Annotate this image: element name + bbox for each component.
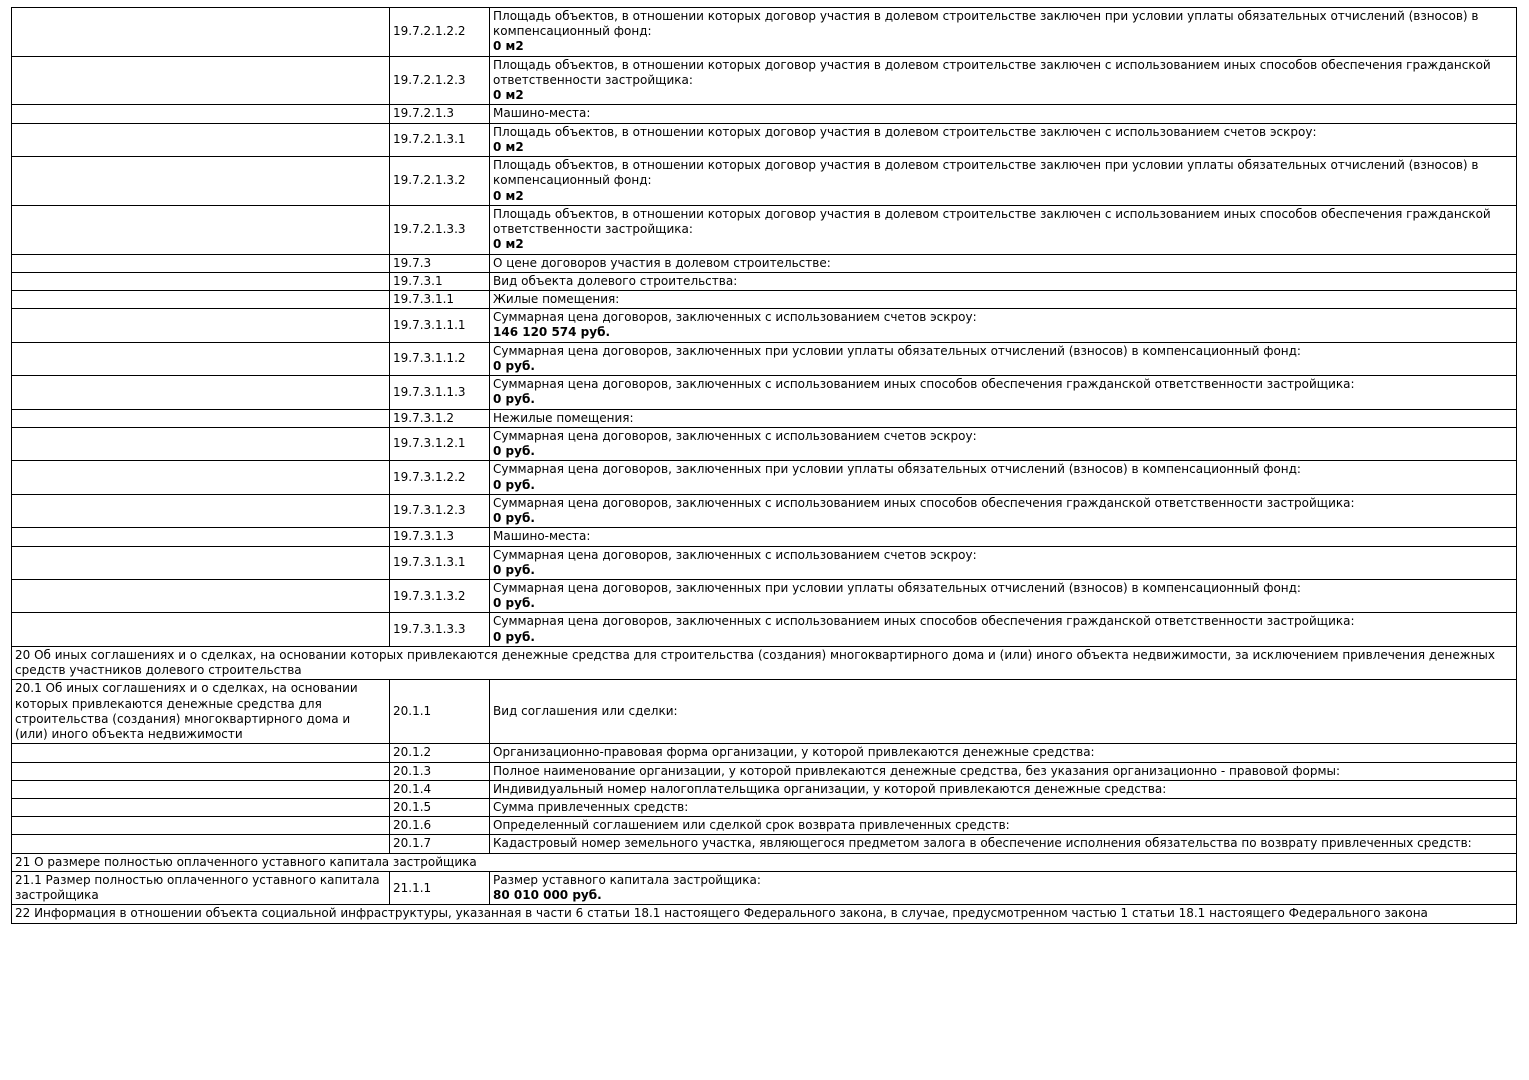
item-desc-text: Площадь объектов, в отношении которых договор участия в долевом строительстве заключен при условии уплаты обязательных отчислений (взносов) в компенсационный фонд: [493, 9, 1479, 39]
table-row [12, 835, 1517, 853]
item-desc-cell [490, 254, 1517, 272]
table-row [12, 123, 1517, 156]
section-header-cell: 21 О размере полностью оплаченного уставного капитала застройщика [12, 853, 1517, 871]
item-desc-text: Индивидуальный номер налогоплательщика организации, у которой привлекаются денежные средства: [493, 781, 1167, 796]
item-desc-text: Нежилые помещения: [493, 410, 634, 425]
section-row [12, 646, 1517, 679]
item-desc-text: Площадь объектов, в отношении которых договор участия в долевом строительстве заключен с использованием иных способов обеспечения гражданской ответственности застройщика: [493, 57, 1491, 87]
table-row [12, 780, 1517, 798]
item-desc-text: Суммарная цена договоров, заключенных с использованием иных способов обеспечения гражданской ответственности застройщика: [493, 495, 1355, 510]
table-row [12, 409, 1517, 427]
group-label-cell [12, 494, 390, 527]
group-label-cell [12, 409, 390, 427]
item-desc-cell [490, 409, 1517, 427]
item-desc-text: Суммарная цена договоров, заключенных при условии уплаты обязательных отчислений (взносов) в компенсационный фонд: [493, 343, 1301, 358]
item-desc-cell [490, 744, 1517, 762]
group-label-cell [12, 579, 390, 612]
item-desc-text: Площадь объектов, в отношении которых договор участия в долевом строительстве заключен при условии уплаты обязательных отчислений (взносов) в компенсационный фонд: [493, 158, 1479, 188]
table-row [12, 290, 1517, 308]
item-desc-cell [490, 579, 1517, 612]
item-desc-text: Жилые помещения: [493, 291, 620, 306]
item-code-cell: 20.1.7 [390, 835, 490, 853]
section-row [12, 905, 1517, 923]
item-desc-cell [490, 105, 1517, 123]
item-desc-text: Организационно-правовая форма организации, у которой привлекаются денежные средства: [493, 745, 1095, 760]
item-desc-cell [490, 56, 1517, 105]
group-label-cell: 20.1 Об иных соглашениях и о сделках, на основании которых привлекаются денежные средства для строительства (создания) многоквартирного дома и (или) иного объекта недвижимости [12, 680, 390, 744]
item-value: 0 руб. [493, 358, 535, 373]
table-row [12, 461, 1517, 494]
table-row [12, 205, 1517, 254]
item-desc-cell [490, 205, 1517, 254]
table-row [12, 817, 1517, 835]
item-desc-text: О цене договоров участия в долевом строительстве: [493, 255, 831, 270]
item-value: 0 руб. [493, 596, 535, 611]
item-code-cell: 19.7.2.1.3.1 [390, 123, 490, 156]
item-desc-text: Полное наименование организации, у которой привлекаются денежные средства, без указания организационно - правовой формы: [493, 763, 1341, 778]
item-code-cell: 19.7.2.1.3 [390, 105, 490, 123]
item-desc-cell [490, 309, 1517, 342]
item-value: 0 руб. [493, 392, 535, 407]
item-desc-cell [490, 871, 1517, 904]
group-label-cell [12, 799, 390, 817]
item-code-cell: 19.7.3.1.2.3 [390, 494, 490, 527]
table-row [12, 272, 1517, 290]
group-label-cell [12, 546, 390, 579]
item-value: 0 руб. [493, 477, 535, 492]
item-desc-cell [490, 528, 1517, 546]
item-desc-text: Суммарная цена договоров, заключенных с использованием счетов эскроу: [493, 547, 977, 562]
item-value: 0 руб. [493, 444, 535, 459]
item-code-cell: 20.1.4 [390, 780, 490, 798]
item-code-cell: 19.7.3.1 [390, 272, 490, 290]
item-value: 146 120 574 руб. [493, 325, 611, 340]
item-code-cell: 20.1.3 [390, 762, 490, 780]
group-label-cell [12, 290, 390, 308]
item-code-cell: 19.7.3.1.2.2 [390, 461, 490, 494]
section-header-cell: 20 Об иных соглашениях и о сделках, на основании которых привлекаются денежные средства для строительства (создания) многоквартирного дома и (или) иного объекта недвижимости, за исключением привлечения денежных средств участников долевого строительства [12, 646, 1517, 679]
group-label-cell [12, 528, 390, 546]
item-desc-cell [490, 376, 1517, 409]
group-label-cell [12, 272, 390, 290]
item-code-cell: 19.7.3.1.1.3 [390, 376, 490, 409]
item-desc-text: Суммарная цена договоров, заключенных с использованием счетов эскроу: [493, 310, 977, 325]
item-code-cell: 19.7.3.1.2 [390, 409, 490, 427]
table-row [12, 105, 1517, 123]
group-label-cell [12, 461, 390, 494]
item-desc-cell [490, 762, 1517, 780]
table-row [12, 871, 1517, 904]
item-value: 0 м2 [493, 188, 524, 203]
table-row [12, 376, 1517, 409]
item-desc-text: Суммарная цена договоров, заключенных при условии уплаты обязательных отчислений (взносов) в компенсационный фонд: [493, 580, 1301, 595]
item-desc-cell [490, 546, 1517, 579]
table-row [12, 494, 1517, 527]
item-value: 0 м2 [493, 139, 524, 154]
item-desc-text: Площадь объектов, в отношении которых договор участия в долевом строительстве заключен с использованием счетов эскроу: [493, 124, 1317, 139]
group-label-cell [12, 427, 390, 460]
group-label-cell [12, 613, 390, 646]
group-label-cell [12, 254, 390, 272]
item-desc-cell [490, 799, 1517, 817]
group-label-cell [12, 309, 390, 342]
item-code-cell: 19.7.3.1.2.1 [390, 427, 490, 460]
table-row [12, 309, 1517, 342]
group-label-cell [12, 123, 390, 156]
declaration-table [11, 7, 1517, 924]
section-header-cell: 22 Информация в отношении объекта социальной инфраструктуры, указанная в части 6 статьи 18.1 настоящего Федерального закона, в случае, предусмотренном частью 1 статьи 18.1 настоящего Федерального закона [12, 905, 1517, 923]
item-value: 0 м2 [493, 88, 524, 103]
item-code-cell: 20.1.1 [390, 680, 490, 744]
item-desc-cell [490, 123, 1517, 156]
group-label-cell [12, 835, 390, 853]
item-desc-text: Площадь объектов, в отношении которых договор участия в долевом строительстве заключен с использованием иных способов обеспечения гражданской ответственности застройщика: [493, 206, 1491, 237]
item-desc-cell [490, 157, 1517, 206]
item-desc-text: Суммарная цена договоров, заключенных с использованием счетов эскроу: [493, 428, 977, 443]
item-code-cell: 20.1.5 [390, 799, 490, 817]
item-code-cell: 19.7.3.1.1.2 [390, 342, 490, 375]
item-code-cell: 19.7.3.1.1.1 [390, 309, 490, 342]
item-desc-cell [490, 817, 1517, 835]
item-desc-cell [490, 427, 1517, 460]
item-desc-cell [490, 494, 1517, 527]
group-label-cell [12, 817, 390, 835]
item-code-cell: 19.7.3.1.3.1 [390, 546, 490, 579]
item-desc-cell [490, 8, 1517, 57]
item-value: 80 010 000 руб. [493, 888, 602, 903]
item-code-cell: 19.7.3.1.3.3 [390, 613, 490, 646]
group-label-cell [12, 780, 390, 798]
declaration-table-body [12, 8, 1517, 924]
item-desc-text: Суммарная цена договоров, заключенных с использованием иных способов обеспечения гражданской ответственности застройщика: [493, 377, 1355, 392]
item-code-cell: 20.1.2 [390, 744, 490, 762]
item-desc-cell [490, 272, 1517, 290]
item-desc-text: Определенный соглашением или сделкой срок возврата привлеченных средств: [493, 818, 1010, 833]
item-value: 0 руб. [493, 562, 535, 577]
group-label-cell [12, 342, 390, 375]
item-desc-cell [490, 835, 1517, 853]
table-row [12, 254, 1517, 272]
group-label-cell [12, 8, 390, 57]
group-label-cell [12, 744, 390, 762]
item-value: 0 м2 [493, 39, 524, 54]
group-label-cell [12, 205, 390, 254]
table-row [12, 613, 1517, 646]
table-row [12, 342, 1517, 375]
item-code-cell: 19.7.3.1.3 [390, 528, 490, 546]
item-code-cell: 21.1.1 [390, 871, 490, 904]
item-desc-text: Сумма привлеченных средств: [493, 800, 689, 815]
item-desc-cell [490, 613, 1517, 646]
item-desc-cell [490, 290, 1517, 308]
item-desc-text: Вид соглашения или сделки: [493, 704, 678, 719]
table-row [12, 528, 1517, 546]
item-desc-text: Машино-места: [493, 529, 591, 544]
table-row [12, 157, 1517, 206]
table-row [12, 579, 1517, 612]
section-row [12, 853, 1517, 871]
group-label-cell [12, 56, 390, 105]
item-code-cell: 19.7.2.1.2.2 [390, 8, 490, 57]
group-label-cell [12, 762, 390, 780]
group-label-cell [12, 105, 390, 123]
item-desc-cell [490, 680, 1517, 744]
item-desc-cell [490, 342, 1517, 375]
item-desc-text: Кадастровый номер земельного участка, являющегося предметом залога в обеспечение исполнения обязательства по возврату привлеченных средств: [493, 836, 1472, 851]
item-desc-text: Размер уставного капитала застройщика: [493, 872, 761, 887]
item-value: 0 руб. [493, 511, 535, 526]
item-desc-cell [490, 780, 1517, 798]
item-code-cell: 19.7.3.1.1 [390, 290, 490, 308]
item-code-cell: 20.1.6 [390, 817, 490, 835]
item-code-cell: 19.7.3.1.3.2 [390, 579, 490, 612]
item-desc-text: Вид объекта долевого строительства: [493, 273, 738, 288]
item-code-cell: 19.7.2.1.2.3 [390, 56, 490, 105]
item-desc-text: Суммарная цена договоров, заключенных при условии уплаты обязательных отчислений (взносов) в компенсационный фонд: [493, 462, 1301, 477]
table-row [12, 8, 1517, 57]
item-code-cell: 19.7.2.1.3.3 [390, 205, 490, 254]
table-row [12, 546, 1517, 579]
table-row [12, 56, 1517, 105]
table-row [12, 744, 1517, 762]
item-code-cell: 19.7.2.1.3.2 [390, 157, 490, 206]
table-row [12, 427, 1517, 460]
item-code-cell: 19.7.3 [390, 254, 490, 272]
item-value: 0 м2 [493, 237, 524, 252]
group-label-cell: 21.1 Размер полностью оплаченного уставного капитала застройщика [12, 871, 390, 904]
item-desc-text: Суммарная цена договоров, заключенных с использованием иных способов обеспечения гражданской ответственности застройщика: [493, 614, 1355, 629]
item-desc-cell [490, 461, 1517, 494]
item-value: 0 руб. [493, 629, 535, 644]
group-label-cell [12, 376, 390, 409]
table-row [12, 762, 1517, 780]
table-row [12, 799, 1517, 817]
item-desc-text: Машино-места: [493, 106, 591, 121]
table-row [12, 680, 1517, 744]
group-label-cell [12, 157, 390, 206]
